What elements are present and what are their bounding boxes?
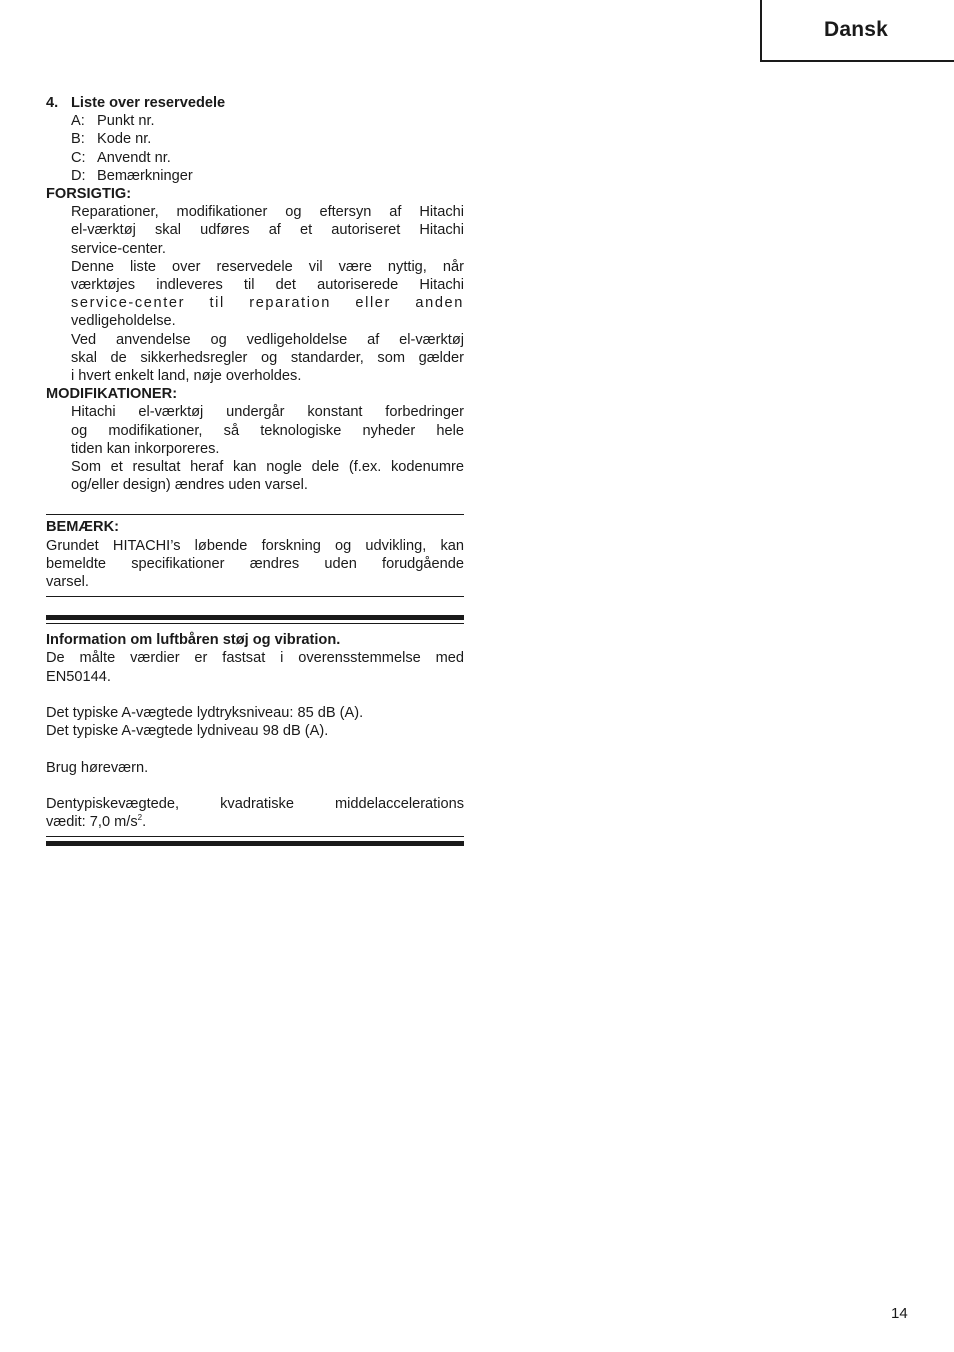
section-heading: Liste over reservedele xyxy=(71,95,226,111)
text-line: Som et resultat heraf kan nogle dele (f.ex. kodenumre xyxy=(71,459,464,476)
text-line: Denne liste over reservedele vil være nyttig, når xyxy=(71,258,464,275)
note-box xyxy=(46,515,464,596)
sound-pressure-level: Det typiske A-vægtede lydtryksniveau: 85 dB (A). xyxy=(46,705,364,722)
text-line: service-center til reparation eller anden xyxy=(71,295,464,312)
text-line: service-center. xyxy=(71,240,166,257)
text-line: Hitachi el-værktøj undergår konstant forbedringer xyxy=(71,404,464,421)
divider-line xyxy=(46,596,464,597)
noise-title: Information om luftbåren støj og vibration. xyxy=(46,632,341,649)
list-item: D: Bemærkninger xyxy=(71,167,193,184)
text-line: el-værktøj skal udføres af et autoriseret Hitachi xyxy=(71,222,464,239)
sound-power-level: Det typiske A-vægtede lydniveau 98 dB (A). xyxy=(46,723,329,740)
divider-thick xyxy=(46,615,464,620)
section-title xyxy=(46,94,464,112)
text-line: tiden kan inkorporeres. xyxy=(71,440,220,457)
list-item: C: Anvendt nr. xyxy=(71,149,171,166)
text-line: bemeldte specifikationer ændres uden forudgående xyxy=(46,555,464,572)
text-line: De målte værdier er fastsat i overensstemmelse med xyxy=(46,650,464,667)
text-line: Grundet HITACHI’s løbende forskning og udvikling, kan xyxy=(46,537,464,554)
text-line: og/eller design) ændres uden varsel. xyxy=(71,477,308,494)
vibration-value: vædit: 7,0 $m/s^2$. xyxy=(46,813,147,831)
language-label: Dansk xyxy=(824,18,889,41)
page-number: 14 xyxy=(891,1305,908,1322)
content-column xyxy=(46,94,464,846)
text-line: værktøjes indleveres til det autoriserede Hitachi xyxy=(71,277,464,294)
modifications-title: MODIFIKATIONER: xyxy=(46,386,178,403)
text-line: i hvert enkelt land, nøje overholdes. xyxy=(71,368,302,385)
text-line: Reparationer, modifikationer og eftersyn af Hitachi xyxy=(71,204,464,221)
noise-vibration-box xyxy=(46,624,464,836)
section-number: 4. xyxy=(46,95,59,111)
text-line: vedligeholdelse. xyxy=(71,313,176,330)
note-title: BEMÆRK: xyxy=(46,519,119,536)
hearing-protection-notice: Brug høreværn. xyxy=(46,759,149,776)
divider-thick xyxy=(46,841,464,846)
caution-title: FORSIGTIG: xyxy=(46,186,132,203)
text-line: og modifikationer, så teknologiske nyheder hele xyxy=(71,422,464,439)
text-line: EN50144. xyxy=(46,668,111,685)
text-line: Ved anvendelse og vedligeholdelse af el-værktøj xyxy=(71,331,464,348)
list-item: A: Punkt nr. xyxy=(71,113,155,130)
text-line: varsel. xyxy=(46,574,89,591)
text-line: skal de sikkerhedsregler og standarder, som gælder xyxy=(71,349,464,366)
language-tab xyxy=(760,0,954,62)
divider-line xyxy=(46,836,464,837)
list-item: B: Kode nr. xyxy=(71,131,152,148)
vibration-text: Dentypiskevægtede, kvadratiske middelaccelerations xyxy=(46,796,464,813)
